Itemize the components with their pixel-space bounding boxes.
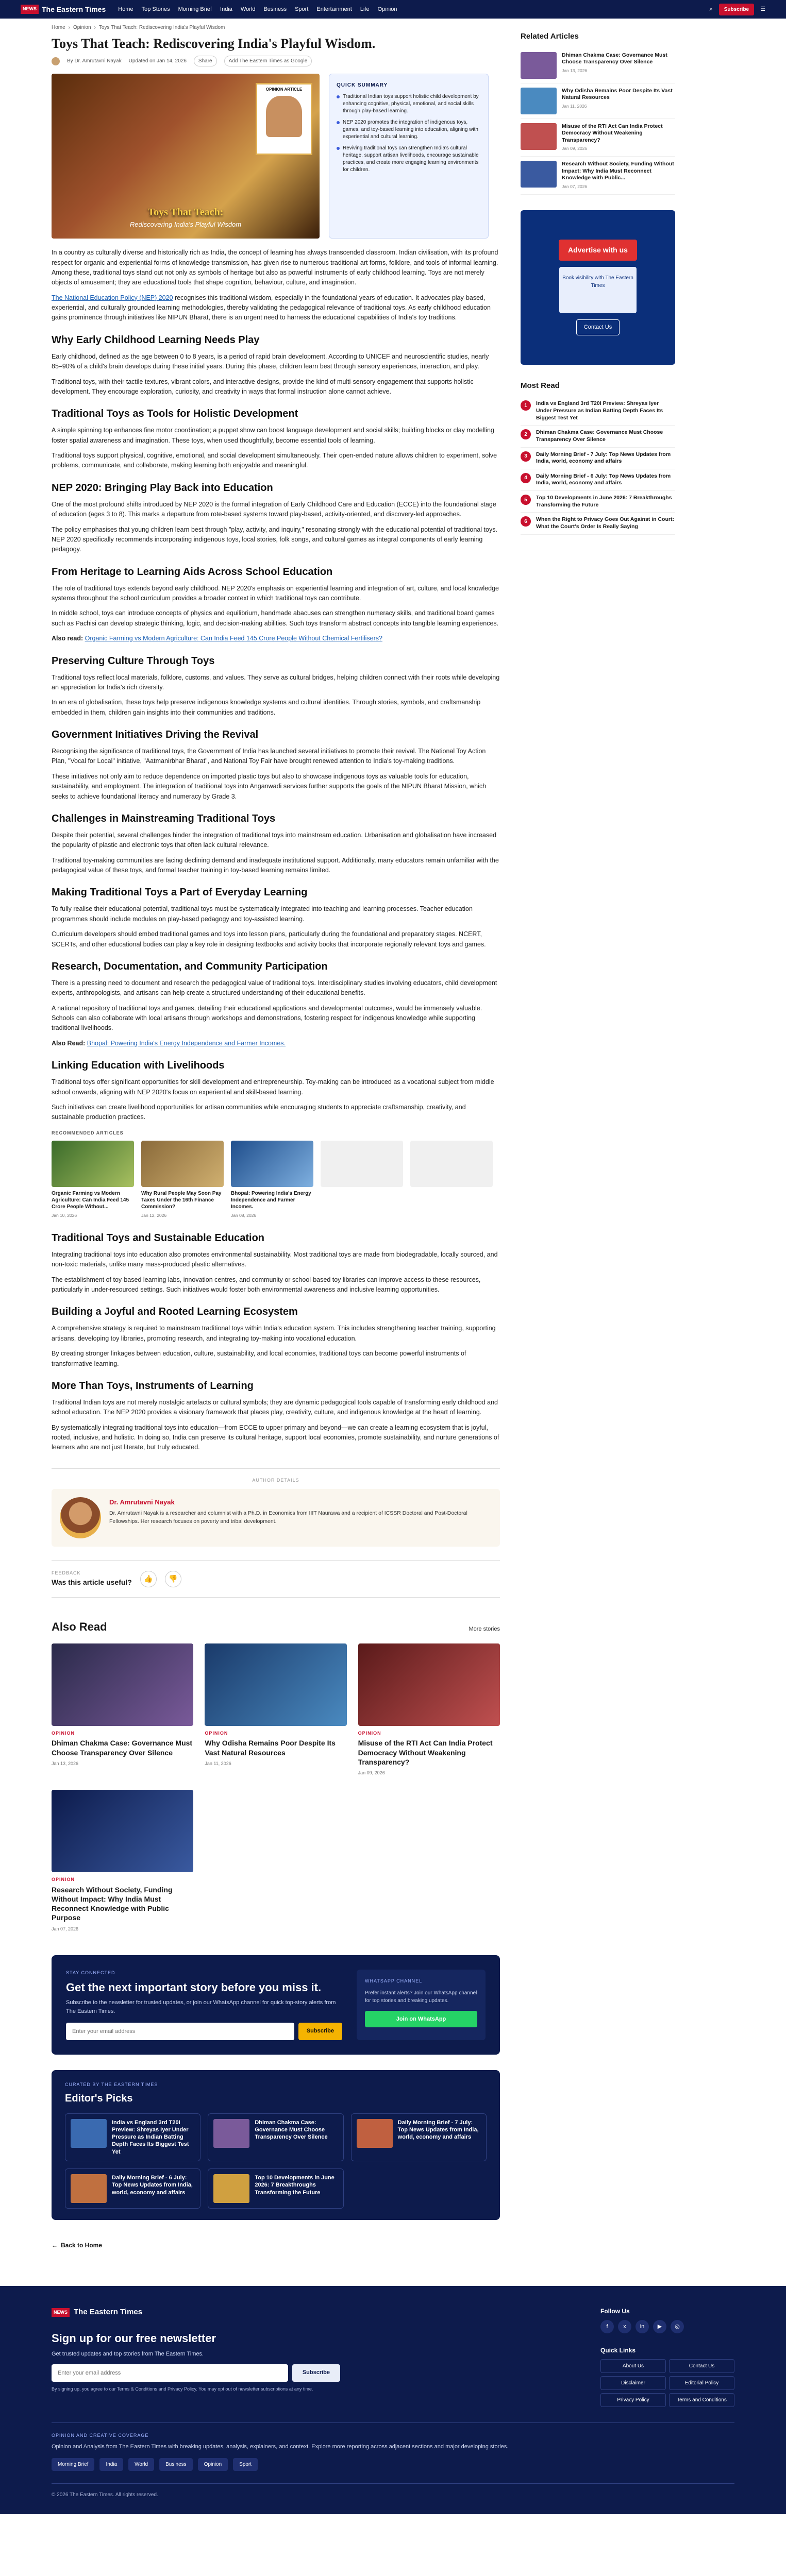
- paragraph: A national repository of traditional toys and games, detailing their educational applications and developmental outcomes, would be immensely valuable. Schools can also collaborate with local artisans through workshops and demonstrations, fostering respect for indigenous knowledge while supporting traditional livelihoods.: [52, 1004, 482, 1032]
- social-links: [600, 2320, 734, 2333]
- pick-image: [213, 2119, 249, 2148]
- hero-subcaption: Rediscovering India's Playful Wisdom: [129, 220, 242, 228]
- author-details: [52, 1468, 500, 1555]
- menu-icon[interactable]: ☰: [760, 6, 765, 12]
- recommended-card[interactable]: [410, 1141, 493, 1219]
- author-bio: Dr. Amrutavni Nayak is a researcher and columnist with a Ph.D. in Economics from IIIT Naurawa and a recipient of ICSSR Doctoral and Post-Doctoral Fellowships. Her research focuses on poverty and tribal development.: [109, 1510, 467, 1524]
- related-article[interactable]: Why Odisha Remains Poor Despite Its Vast Natural Resources Jan 11, 2026: [521, 83, 675, 119]
- main-nav: [118, 5, 397, 14]
- recommended-image: [52, 1141, 134, 1187]
- nav-item-top-stories[interactable]: Top Stories: [141, 6, 170, 12]
- hero-caption: Toys That Teach:: [147, 207, 224, 218]
- feedback-bar: [52, 1560, 500, 1598]
- section-heading: Making Traditional Toys a Part of Everyday Learning: [52, 887, 308, 899]
- advertise-box: Book visibility with The Eastern Times: [559, 267, 637, 313]
- author-details-label: AUTHOR DETAILS: [252, 1477, 299, 1483]
- picks-title: Editor's Picks: [65, 2092, 133, 2104]
- most-read-item[interactable]: 6 When the Right to Privacy Goes Out Against in Court: What the Court's Order Is Really Saying: [521, 513, 675, 534]
- paragraph: Curriculum developers should embed traditional games and toys into lesson plans, particularly during the foundational and preparatory stages. NCERT, SCERTs, and other educational bodies can play a key role in designing textbooks and activity books that incorporate regionally relevant toys and games.: [52, 930, 486, 948]
- nav-item-world[interactable]: World: [240, 6, 256, 12]
- nav-item-india[interactable]: India: [220, 6, 232, 12]
- more-stories-link[interactable]: More stories: [469, 1625, 500, 1632]
- card-image: [52, 1790, 193, 1872]
- copyright: © 2026 The Eastern Times. All rights reserved.: [52, 2483, 734, 2499]
- feedback-question: Was this article useful?: [52, 1578, 132, 1586]
- coverage-desc: Opinion and Analysis from The Eastern Times with breaking updates, analysis, explainers, and context. Explore more reporting across adjacent sections and major developing stories.: [52, 2443, 509, 2450]
- follow-us-title: Follow Us: [600, 2308, 630, 2315]
- footer-section-link[interactable]: India: [99, 2458, 123, 2471]
- footer-section-link[interactable]: Morning Brief: [52, 2458, 94, 2471]
- logo-text: The Eastern Times: [42, 5, 106, 13]
- paragraph: The establishment of toy-based learning labs, innovation centres, and community or school-based toy libraries can improve access to these resources, particularly in under-resourced settings. Such initiatives would foster both environmental awareness and inclusive learning opportunities.: [52, 1276, 481, 1294]
- card-image: [358, 1643, 500, 1726]
- footer-section-links: [52, 2458, 734, 2471]
- paragraph: The National Education Policy (NEP) 2020 recognises this traditional wisdom, especially in the foundational years of education. It advocates play-based, experiential, and culturally grounded learning methodologies, thereby validating the pedagogical relevance of traditional toys. As early childhood education gains prominence through initiatives like NIPUN Bharat, there is an urgent need to harness the educational capabilities of India's toy traditions.: [52, 294, 491, 321]
- follow-google-button[interactable]: Add The Eastern Times as Google: [224, 56, 312, 66]
- section-heading: Challenges in Mainstreaming Traditional Toys: [52, 812, 276, 824]
- related-article[interactable]: Misuse of the RTI Act Can India Protect Democracy Without Weakening Transparency? Jan 09, 2026: [521, 119, 675, 157]
- hero-author-inset: [256, 83, 312, 155]
- search-icon[interactable]: ⌕: [709, 6, 713, 12]
- pick-image: [71, 2174, 107, 2203]
- summary-item: NEP 2020 promotes the integration of indigenous toys, games, and toy-based learning into education, aligning with experiential and cultural learning.: [337, 119, 481, 141]
- thumbs-down-icon[interactable]: 👎: [165, 1571, 181, 1587]
- also-read-card[interactable]: OPINION Research Without Society, Funding Without Impact: Why India Must Reconnect Knowledge with Public Purpose Jan 07, 2026: [52, 1790, 193, 1933]
- article-main: [52, 24, 500, 2286]
- share-button[interactable]: Share: [194, 56, 217, 66]
- paragraph: There is a pressing need to document and research the pedagogical value of traditional toys. Interdisciplinary studies involving educators, child development experts, anthropologists, and artisans can help create a structured understanding of their educational benefits.: [52, 979, 497, 997]
- linkedin-icon[interactable]: in: [636, 2320, 649, 2333]
- newsletter-box: [52, 1955, 500, 2055]
- footer-coverage: [52, 2422, 734, 2471]
- editors-picks: [52, 2070, 500, 2220]
- also-read-card[interactable]: OPINION Why Odisha Remains Poor Despite Its Vast Natural Resources Jan 11, 2026: [205, 1643, 346, 1777]
- pick-item[interactable]: Dhiman Chakma Case: Governance Must Choose Transparency Over Silence: [208, 2113, 343, 2161]
- most-read-item[interactable]: 3 Daily Morning Brief - 7 July: Top News Updates from India, world, economy and affairs: [521, 448, 675, 469]
- article-meta: [52, 56, 500, 66]
- pick-item[interactable]: Top 10 Developments in June 2026: 7 Breakthroughs Transforming the Future: [208, 2168, 343, 2209]
- most-read-item[interactable]: 4 Daily Morning Brief - 6 July: Top News Updates from India, world, economy and affairs: [521, 469, 675, 491]
- paragraph: By systematically integrating traditional toys into education—from ECCE to upper primary and beyond—we can create a learning ecosystem that is joyful, rooted, inclusive, and holistic. In doing so, India can preserve its cultural heritage, support local economies, promote sustainability, and nurture generations of learners who are not just literate, but truly educated.: [52, 1423, 499, 1451]
- coverage-kicker: OPINION AND CREATIVE COVERAGE: [52, 2433, 149, 2438]
- summary-item: Traditional Indian toys support holistic child development by enhancing cognitive, physical, emotional, and social skills through play-based learning.: [337, 93, 481, 115]
- nep-link[interactable]: The National Education Policy (NEP) 2020: [52, 294, 173, 301]
- article-body: [52, 248, 500, 1453]
- most-read-title: Most Read: [521, 381, 560, 390]
- also-read-card[interactable]: OPINION Misuse of the RTI Act Can India Protect Democracy Without Weakening Transparency? Jan 09, 2026: [358, 1643, 500, 1777]
- paragraph: To fully realise their educational potential, traditional toys must be systematically integrated into teaching and learning processes. Teacher education programmes should include modules on play-based pedagogy and toy-assisted learning.: [52, 905, 473, 923]
- quick-summary: [329, 74, 489, 239]
- footer-section-link[interactable]: World: [128, 2458, 154, 2471]
- related-image: [521, 161, 557, 188]
- nav-item-business[interactable]: Business: [263, 6, 287, 12]
- paragraph: Such initiatives can create livelihood opportunities for artisan communities while encouraging students to appreciate craftsmanship, creativity, and sustainable production practices.: [52, 1103, 466, 1121]
- also-read-link[interactable]: Bhopal: Powering India's Energy Independence and Farmer Incomes.: [87, 1039, 286, 1047]
- footer-email-input[interactable]: [52, 2364, 288, 2382]
- quick-link[interactable]: About Us: [600, 2359, 666, 2373]
- paragraph: Traditional toys offer significant opportunities for skill development and entrepreneurship. Toy-making can be introduced as a vocational subject from middle school onwards, aligning with NEP 2020's focus on experiential and skill-based learning.: [52, 1078, 494, 1096]
- recommended-image: [231, 1141, 313, 1187]
- x-icon[interactable]: x: [618, 2320, 631, 2333]
- page-title: Toys That Teach: Rediscovering India's Playful Wisdom.: [52, 36, 376, 51]
- related-image: [521, 123, 557, 150]
- breadcrumb-current: Toys That Teach: Rediscovering India's Playful Wisdom: [98, 25, 225, 30]
- newsletter-email-input[interactable]: [66, 2023, 294, 2040]
- section-heading: Building a Joyful and Rooted Learning Ecosystem: [52, 1306, 298, 1318]
- pick-item[interactable]: Daily Morning Brief - 7 July: Top News Updates from India, world, economy and affairs: [351, 2113, 487, 2161]
- quick-link[interactable]: Editorial Policy: [669, 2376, 734, 2390]
- recommended-card[interactable]: Why Rural People May Soon Pay Taxes Under the 16th Finance Commission? Jan 12, 2026: [141, 1141, 224, 1219]
- paragraph: Traditional toy-making communities are facing declining demand and inadequate institutional support. Additionally, many educators remain unfamiliar with the pedagogical value of these toys, and formal teacher training in toy-based learning remains limited.: [52, 856, 499, 874]
- nav-item-morning-brief[interactable]: Morning Brief: [178, 6, 212, 12]
- sidebar: [521, 24, 675, 2286]
- section-heading: Linking Education with Livelihoods: [52, 1060, 225, 1072]
- footer-section-link[interactable]: Sport: [233, 2458, 258, 2471]
- most-read-item[interactable]: 2 Dhiman Chakma Case: Governance Must Choose Transparency Over Silence: [521, 426, 675, 447]
- pick-item[interactable]: India vs England 3rd T20I Preview: Shreyas Iyer Under Pressure as Indian Batting Depth Faces Its Biggest Test Yet: [65, 2113, 200, 2161]
- section-heading: From Heritage to Learning Aids Across School Education: [52, 566, 333, 578]
- newsletter-title: Get the next important story before you miss it.: [66, 1980, 322, 1994]
- footer-section-link[interactable]: Business: [159, 2458, 193, 2471]
- author-avatar-small: [52, 57, 60, 65]
- summary-item: Reviving traditional toys can strengthen India's cultural heritage, support artisan livelihoods, encourage sustainable practices, and create more engaging learning environments for children.: [337, 145, 481, 174]
- also-read-inline: Also read: Organic Farming vs Modern Agriculture: Can India Feed 145 Crore People Without Chemical Fertilisers?: [52, 635, 382, 642]
- paragraph: Integrating traditional toys into education also promotes environmental sustainability. Most traditional toys are made from biodegradable, locally sourced, and non-toxic materials, unlike many mass-produced plastic alternatives.: [52, 1250, 498, 1268]
- footer-subscribe-button[interactable]: Subscribe: [292, 2364, 340, 2382]
- newsletter-kicker: STAY CONNECTED: [66, 1970, 115, 1976]
- youtube-icon[interactable]: ▶: [653, 2320, 666, 2333]
- hero-image: [52, 74, 320, 239]
- related-image: [521, 52, 557, 79]
- section-heading: Traditional Toys and Sustainable Education: [52, 1232, 265, 1244]
- instagram-icon[interactable]: ◎: [671, 2320, 684, 2333]
- paragraph: In an era of globalisation, these toys help preserve indigenous knowledge systems and cultural identities. Through stories, symbols, and craftsmanship embedded in them, children gain insights into their communities and traditions.: [52, 699, 481, 716]
- recommended-image: [321, 1141, 403, 1187]
- also-read-card[interactable]: OPINION Dhiman Chakma Case: Governance Must Choose Transparency Over Silence Jan 13, 2026: [52, 1643, 193, 1777]
- section-heading: Preserving Culture Through Toys: [52, 655, 215, 667]
- contact-us-button[interactable]: Contact Us: [576, 319, 620, 335]
- recommended-card[interactable]: [321, 1141, 403, 1219]
- recommended-image: [141, 1141, 224, 1187]
- recommended-image: [410, 1141, 493, 1187]
- related-image: [521, 88, 557, 114]
- also-read-section: [52, 1618, 500, 1933]
- related-title: Related Articles: [521, 32, 579, 41]
- also-read-inline: Also Read: Bhopal: Powering India's Energy Independence and Farmer Incomes.: [52, 1039, 286, 1047]
- also-read-link[interactable]: Organic Farming vs Modern Agriculture: Can India Feed 145 Crore People Without Chemical Fertilisers?: [85, 635, 382, 642]
- recommended-card[interactable]: Organic Farming vs Modern Agriculture: Can India Feed 145 Crore People Without... Jan 10, 2026: [52, 1141, 134, 1219]
- paragraph: Traditional toys, with their tactile textures, vibrant colors, and interactive designs, provide the kind of multi-sensory engagement that supports holistic development. They encourage exploration, curiosity, and creativity in ways that formal instruction alone cannot achieve.: [52, 378, 474, 395]
- breadcrumb-home[interactable]: Home: [52, 25, 65, 30]
- author-portrait: [266, 96, 302, 137]
- top-actions: [710, 4, 765, 15]
- section-heading: Traditional Toys as Tools for Holistic Development: [52, 408, 298, 420]
- paragraph: Traditional toys support physical, cognitive, emotional, and social development simultaneously. Their open-ended nature allows children to experiment, solve problems, communicate, and collaborate, making learning both enjoyable and meaningful.: [52, 452, 497, 469]
- card-image: [52, 1643, 193, 1726]
- thumbs-up-icon[interactable]: 👍: [140, 1571, 157, 1587]
- section-heading: NEP 2020: Bringing Play Back into Education: [52, 482, 273, 494]
- footer-newsletter-title: Sign up for our free newsletter: [52, 2331, 216, 2345]
- pick-item[interactable]: [351, 2168, 487, 2209]
- quick-link[interactable]: Privacy Policy: [600, 2393, 666, 2407]
- paragraph: In middle school, toys can introduce concepts of physics and equilibrium, handmade abacuses can strengthen numeracy skills, and traditional board games such as Pachisi can develop strategic thinking, logic, and decision-making abilities. Such toys transform abstract concepts into tangible learning experiences.: [52, 609, 499, 627]
- quick-link[interactable]: Disclaimer: [600, 2376, 666, 2390]
- section-heading: Government Initiatives Driving the Revival: [52, 729, 259, 741]
- nav-item-life[interactable]: Life: [360, 6, 370, 12]
- join-whatsapp-button[interactable]: Join on WhatsApp: [365, 2011, 477, 2028]
- subscribe-button[interactable]: Subscribe: [719, 4, 754, 15]
- also-read-title: Also Read: [52, 1620, 107, 1633]
- section-heading: Research, Documentation, and Community Participation: [52, 960, 328, 972]
- paragraph: One of the most profound shifts introduced by NEP 2020 is the formal integration of Early Childhood Care and Education (ECCE) into the foundational stage of education (ages 3 to 8). This marks a departure from rote-based systems toward play-based, activity-oriented, and discovery-led approaches.: [52, 500, 496, 518]
- author-name[interactable]: Dr. Amrutavni Nayak: [109, 1498, 175, 1506]
- footer-newsletter-desc: Get trusted updates and top stories from The Eastern Times.: [52, 2350, 204, 2357]
- whatsapp-desc: Prefer instant alerts? Join our WhatsApp channel for top stories and breaking updates.: [365, 1990, 477, 2004]
- nav-item-opinion[interactable]: Opinion: [377, 6, 397, 12]
- author-avatar: [60, 1497, 101, 1538]
- pick-image: [357, 2119, 393, 2148]
- quick-links: [600, 2359, 734, 2407]
- most-read-item[interactable]: 1 India vs England 3rd T20I Preview: Shreyas Iyer Under Pressure as Indian Batting Depth Faces Its Biggest Test Yet: [521, 397, 675, 426]
- paragraph: A comprehensive strategy is required to mainstream traditional toys within India's education system. This includes strengthening teacher training, supporting artisans, developing toy libraries, promoting research, and integrating toy-making into vocational education.: [52, 1325, 496, 1342]
- paragraph: Recognising the significance of traditional toys, the Government of India has launched several initiatives to promote their revival. The National Toy Action Plan, "Vocal for Local" initiative, "Aatmanirbhar Bharat", and National Toy Fair have brought renewed attention to India's toy-making traditions.: [52, 748, 486, 765]
- most-read-list: [521, 397, 675, 534]
- recommended-card[interactable]: Bhopal: Powering India's Energy Independence and Farmer Incomes. Jan 08, 2026: [231, 1141, 313, 1219]
- facebook-icon[interactable]: f: [600, 2320, 614, 2333]
- feedback-label: FEEDBACK: [52, 1570, 81, 1576]
- paragraph: These initiatives not only aim to reduce dependence on imported plastic toys but also to showcase indigenous toys as valuable tools for education, sustainability, and employment. The integration of traditional toys into Anganwadi services further supports the goals of the NIPUN Bharat Mission, which seeks to achieve foundational literacy and numeracy by Grade 3.: [52, 772, 487, 800]
- article-date: Updated on Jan 14, 2026: [128, 58, 187, 64]
- section-heading: Why Early Childhood Learning Needs Play: [52, 334, 260, 346]
- newsletter-desc: Subscribe to the newsletter for trusted updates, or join our WhatsApp channel for quick top-story alerts from The Eastern Times.: [66, 1999, 336, 2014]
- paragraph: In a country as culturally diverse and historically rich as India, the concept of learning has always transcended classroom. Indian civilisation, with its profound respect for organic and experiential forms of knowledge transmission, has given rise to numerous traditional art forms, folklore, and tools of informal learning. Among these, traditional toys stand out not only as symbols of heritage but also as powerful instruments of early childhood learning. Toys are not merely objects of amusement; they are educational tools that shape cognition, behaviour, culture, and imagination.: [52, 249, 498, 286]
- logo-badge: NEWS: [21, 5, 39, 14]
- pick-image: [213, 2174, 249, 2203]
- site-footer: [0, 2286, 786, 2514]
- advertise-button[interactable]: Advertise with us: [559, 240, 637, 261]
- quick-link[interactable]: Terms and Conditions: [669, 2393, 734, 2407]
- breadcrumb-opinion[interactable]: Opinion: [73, 25, 91, 30]
- breadcrumb: Home › Opinion › Toys That Teach: Rediscovering India's Playful Wisdom: [52, 25, 225, 30]
- footer-legal-note: By signing up, you agree to our Terms & Conditions and Privacy Policy. You may opt out of newsletter subscriptions at any time.: [52, 2386, 313, 2392]
- hero-inset-label: OPINION ARTICLE: [265, 87, 303, 92]
- paragraph: Traditional toys reflect local materials, folklore, customs, and values. They serve as cultural bridges, helping children connect with their roots while developing an appreciation for India's rich diversity.: [52, 673, 500, 691]
- paragraph: Despite their potential, several challenges hinder the integration of traditional toys into mainstream education. Urbanisation and globalisation have increased the popularity of plastic and electronic toys that often lack cultural relevance.: [52, 831, 497, 849]
- recommended-articles: [52, 1130, 500, 1219]
- paragraph: The policy emphasises that young children learn best through "play, activity, and inquiry," resonating strongly with the educational potential of traditional toys. NEP 2020 specifically recommends incorporating indigenous toys, local stories, folk songs, and cultural games as integral components of early learning pedagogy.: [52, 526, 497, 553]
- nav-item-entertainment[interactable]: Entertainment: [316, 6, 352, 12]
- most-read-item[interactable]: 5 Top 10 Developments in June 2026: 7 Breakthroughs Transforming the Future: [521, 491, 675, 513]
- footer-logo-badge: NEWS: [52, 2308, 70, 2317]
- site-logo[interactable]: [21, 4, 106, 15]
- author-line[interactable]: By Dr. Amrutavni Nayak: [67, 58, 122, 64]
- arrow-left-icon: ←: [52, 2242, 58, 2249]
- footer-logo[interactable]: NEWS The Eastern Times: [52, 2307, 340, 2318]
- top-navbar: [0, 0, 786, 19]
- back-to-home-link[interactable]: ← Back to Home: [52, 2242, 103, 2249]
- picks-kicker: CURATED BY THE EASTERN TIMES: [65, 2082, 158, 2088]
- nav-item-home[interactable]: Home: [118, 6, 133, 12]
- paragraph: Traditional Indian toys are not merely nostalgic artefacts or cultural symbols; they are dynamic pedagogical tools capable of transforming early childhood and school education. The NEP 2020 provides a visionary framework that places play, creativity, culture, and indigenous knowledge at the heart of learning.: [52, 1398, 498, 1416]
- section-heading: More Than Toys, Instruments of Learning: [52, 1380, 254, 1392]
- related-article[interactable]: Research Without Society, Funding Without Impact: Why India Must Reconnect Knowledge with Public... Jan 07, 2026: [521, 157, 675, 195]
- card-image: [205, 1643, 346, 1726]
- paragraph: Early childhood, defined as the age between 0 to 8 years, is a period of rapid brain development. According to UNICEF and neuroscientific studies, nearly 85–90% of a child's brain develops during these initial years. During this phase, children learn best through sensory experiences, interaction, and play.: [52, 352, 489, 370]
- related-article[interactable]: Dhiman Chakma Case: Governance Must Choose Transparency Over Silence Jan 13, 2026: [521, 48, 675, 83]
- pick-image: [71, 2119, 107, 2148]
- newsletter-subscribe-button[interactable]: Subscribe: [298, 2023, 342, 2040]
- summary-title: QUICK SUMMARY: [337, 82, 388, 89]
- nav-item-sport[interactable]: Sport: [295, 6, 309, 12]
- footer-section-link[interactable]: Opinion: [198, 2458, 228, 2471]
- recommended-label: RECOMMENDED ARTICLES: [52, 1130, 124, 1136]
- whatsapp-kicker: WHATSAPP CHANNEL: [365, 1978, 423, 1984]
- pick-item[interactable]: Daily Morning Brief - 6 July: Top News Updates from India, world, economy and affairs: [65, 2168, 200, 2209]
- paragraph: The role of traditional toys extends beyond early childhood. NEP 2020's emphasis on experiential learning and integration of art, culture, and local knowledge systems throughout the school curriculum provides a broader context in which traditional toys can contribute.: [52, 584, 499, 602]
- paragraph: By creating stronger linkages between education, culture, sustainability, and local economies, traditional toys can become powerful instruments of transformative learning.: [52, 1350, 466, 1367]
- paragraph: A simple spinning top enhances fine motor coordination; a puppet show can boost language development and social skills; building blocks or clay modelling foster spatial awareness and imagination. These toys, when used thoughtfully, become essential tools of learning.: [52, 427, 494, 444]
- quick-links-title: Quick Links: [600, 2347, 636, 2354]
- quick-link[interactable]: Contact Us: [669, 2359, 734, 2373]
- advertise-banner: [521, 210, 675, 365]
